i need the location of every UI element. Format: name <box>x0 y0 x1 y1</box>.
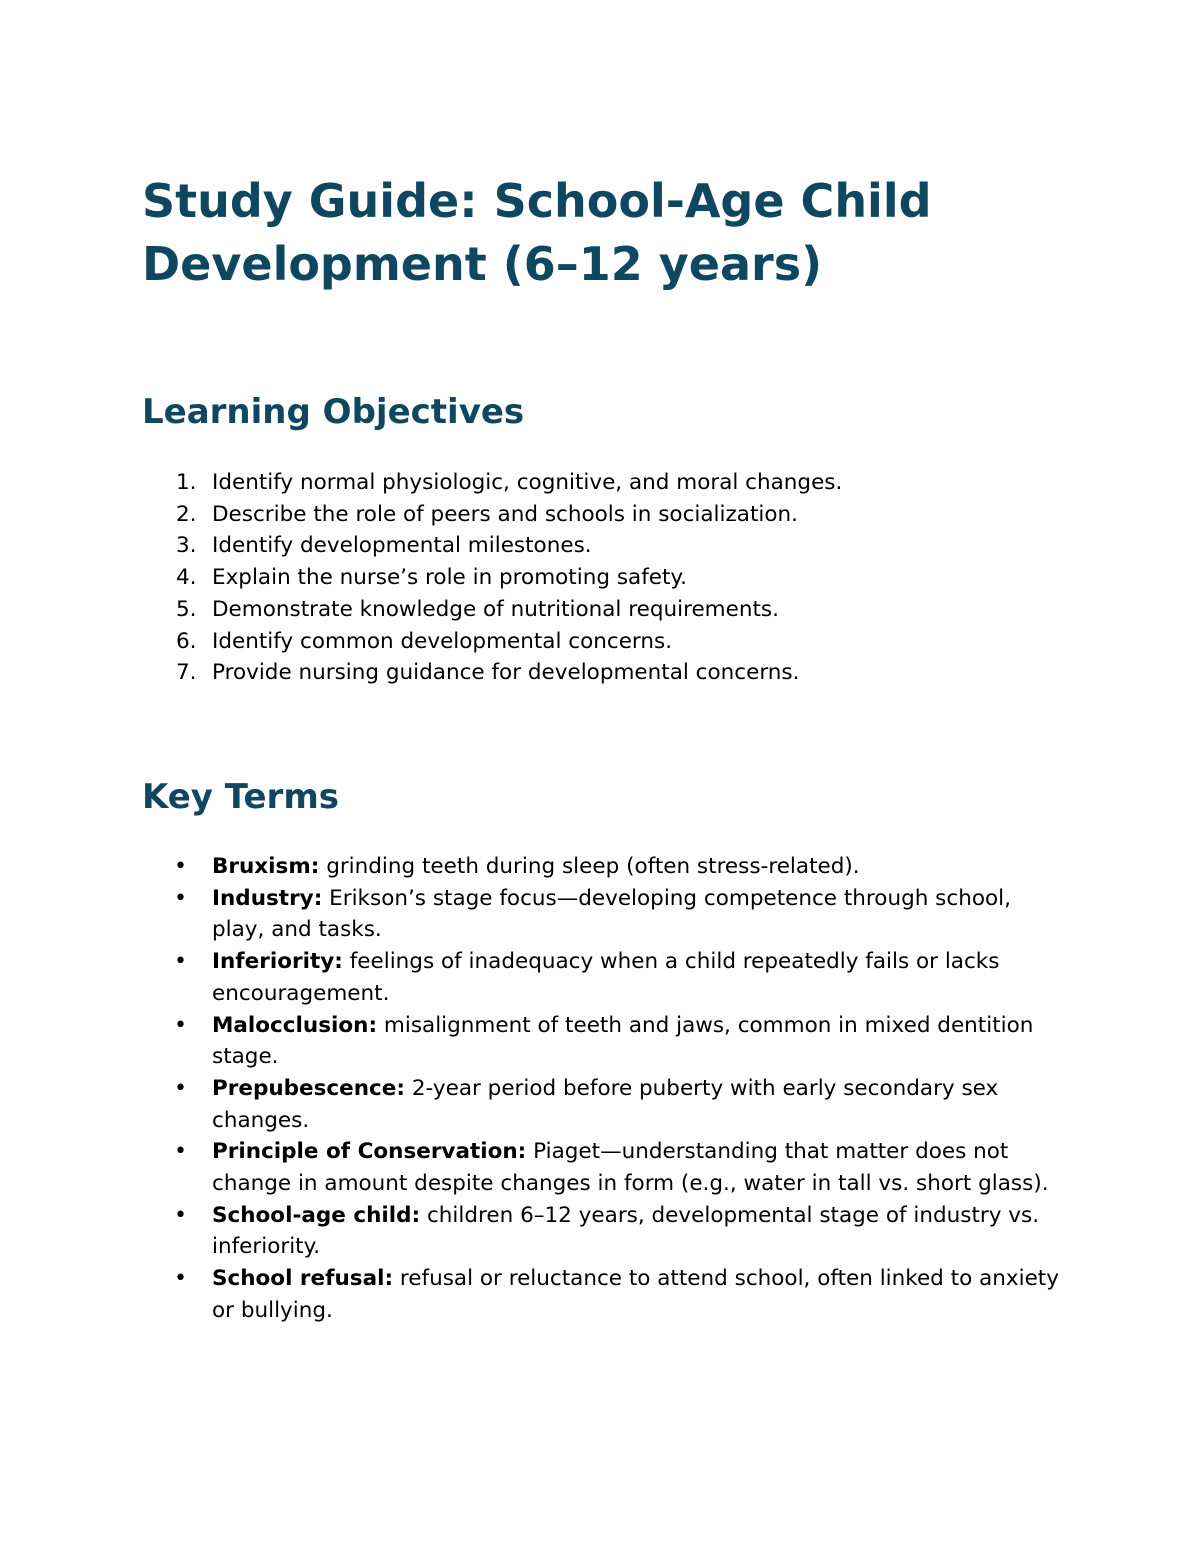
objective-item <box>142 626 842 658</box>
objective-text: Explain the nurse’s role in promoting safety. <box>212 565 687 591</box>
bullet-icon: • <box>174 949 187 975</box>
objective-text: Describe the role of peers and schools in socialization. <box>212 501 798 527</box>
term-definition: 2-year period before puberty with early secondary sex changes. <box>212 1075 999 1133</box>
objective-item <box>142 530 842 562</box>
objective-item <box>142 594 842 626</box>
objective-number: 1. <box>176 470 197 495</box>
key-term-item <box>142 946 1062 1009</box>
term-definition: misalignment of teeth and jaws, common in mixed dentition stage. <box>212 1012 1034 1070</box>
key-term-item <box>142 851 1062 883</box>
bullet-icon: • <box>174 1202 187 1228</box>
key-term-item <box>142 1010 1062 1073</box>
key-terms-heading: Key Terms <box>142 777 339 817</box>
objective-text: Identify developmental milestones. <box>212 533 592 559</box>
objective-text: Provide nursing guidance for developmental concerns. <box>212 660 800 686</box>
term-name: Inferiority: <box>212 949 343 975</box>
objective-number: 4. <box>176 565 197 591</box>
objective-number: 6. <box>176 628 197 654</box>
term-definition: grinding teeth during sleep (often stress-related). <box>326 854 860 879</box>
term-name: Industry: <box>212 885 323 911</box>
objective-number: 2. <box>176 501 197 527</box>
objective-text: Identify common developmental concerns. <box>212 628 673 654</box>
document-title: Study Guide: School-Age Child Development (6–12 years) <box>142 174 932 291</box>
bullet-icon: • <box>174 854 187 879</box>
term-name: Prepubescence: <box>212 1075 405 1101</box>
objective-item <box>142 562 842 594</box>
bullet-icon: • <box>174 885 187 911</box>
key-term-item <box>142 1073 1062 1136</box>
key-term-item <box>142 883 1062 946</box>
term-definition: children 6–12 years, developmental stage of industry vs. inferiority. <box>212 1202 1040 1260</box>
objective-number: 3. <box>176 533 197 559</box>
objective-item <box>142 657 842 689</box>
bullet-icon: • <box>174 1012 187 1038</box>
key-term-item <box>142 1263 1062 1326</box>
term-name: Malocclusion: <box>212 1012 378 1038</box>
learning-objectives-heading: Learning Objectives <box>142 392 525 432</box>
key-terms-list <box>142 851 1062 1327</box>
term-definition: Erikson’s stage focus—developing competence through school, play, and tasks. <box>212 885 1011 943</box>
term-name: Principle of Conservation: <box>212 1139 527 1165</box>
term-name: School refusal: <box>212 1266 394 1292</box>
objective-number: 7. <box>176 660 197 686</box>
learning-objectives-list <box>142 467 842 689</box>
term-name: Bruxism: <box>212 854 320 879</box>
bullet-icon: • <box>174 1075 187 1101</box>
bullet-icon: • <box>174 1266 187 1292</box>
objective-text: Identify normal physiologic, cognitive, and moral changes. <box>212 470 843 495</box>
objective-text: Demonstrate knowledge of nutritional requirements. <box>212 596 779 622</box>
key-term-item <box>142 1200 1062 1263</box>
term-definition: refusal or reluctance to attend school, often linked to anxiety or bullying. <box>212 1266 1059 1323</box>
bullet-icon: • <box>174 1139 187 1165</box>
objective-number: 5. <box>176 596 197 622</box>
objective-item <box>142 467 842 499</box>
key-term-item <box>142 1136 1062 1199</box>
term-definition: Piaget—understanding that matter does not change in amount despite changes in form (e.g., water in tall vs. short glass). <box>212 1139 1049 1197</box>
term-name: School-age child: <box>212 1202 421 1228</box>
objective-item <box>142 499 842 531</box>
term-definition: feelings of inadequacy when a child repeatedly fails or lacks encouragement. <box>212 949 1000 1006</box>
